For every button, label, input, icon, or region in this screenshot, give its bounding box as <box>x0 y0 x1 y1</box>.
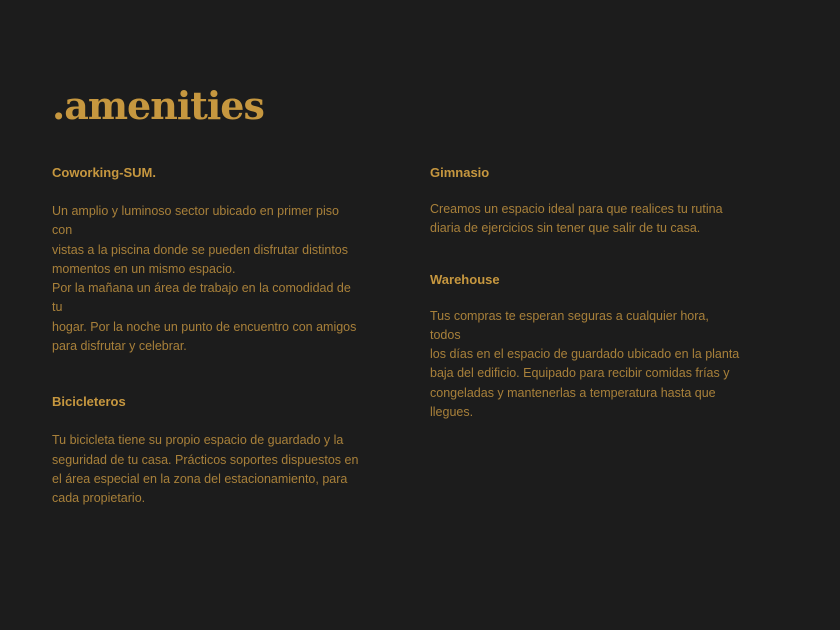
amenities-left-column <box>52 163 362 509</box>
amenity-heading: Coworking-SUM. <box>52 165 156 180</box>
amenity-heading: Warehouse <box>430 271 500 287</box>
amenity-description: Un amplio y luminoso sector ubicado en primer piso con vistas a la piscina donde se pueden disfrutar distintos momentos en un mismo espacio. Por la mañana un área de trabajo en la comodidad de tu hogar. Por la noche un punto de encuentro con amigos para disfrutar y celebrar. <box>52 204 357 354</box>
amenity-heading: Bicicleteros <box>52 394 126 410</box>
amenity-coworking <box>52 163 362 356</box>
amenity-warehouse <box>430 270 740 423</box>
amenity-bicicleteros <box>52 392 362 508</box>
amenity-heading: Gimnasio <box>430 165 490 180</box>
amenity-description: Tus compras te esperan seguras a cualquier hora, todos los días en el espacio de guardado ubicado en la planta baja del edificio. Equipado para recibir comidas frías y congeladas y mantenerlas a temperatura hasta que llegues. <box>430 308 740 420</box>
amenity-description: Creamos un espacio ideal para que realices tu rutina diaria de ejercicios sin tener que salir de tu casa. <box>430 202 723 236</box>
amenity-description: Tu bicicleta tiene su propio espacio de guardado y la seguridad de tu casa. Prácticos soportes dispuestos en el área especial en la zona del estacionamiento, para cada propietario. <box>52 433 359 506</box>
amenity-gimnasio <box>430 163 740 239</box>
amenities-right-column <box>430 163 740 422</box>
page-title: .amenities <box>52 83 264 128</box>
